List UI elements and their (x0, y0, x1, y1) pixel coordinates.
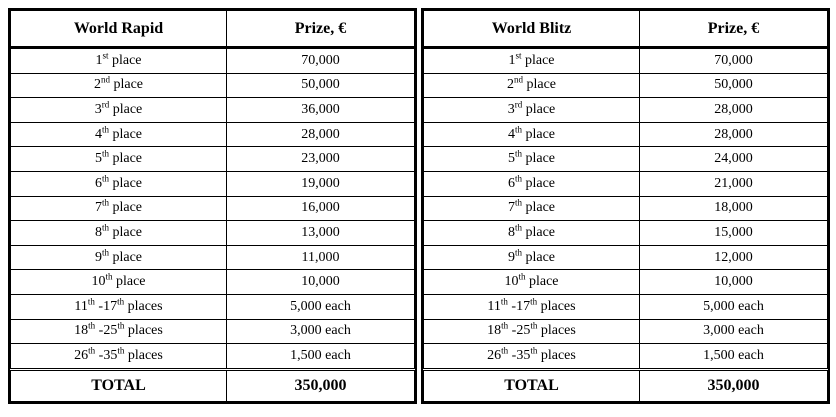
ordinal-suffix: th (105, 271, 113, 282)
place-text: 4 (507, 126, 515, 142)
rapid-prize-header: Prize, € (227, 11, 415, 48)
ordinal-suffix: nd (513, 74, 523, 85)
ordinal-suffix: rd (514, 99, 523, 110)
place-cell (424, 122, 640, 147)
ordinal-suffix: th (101, 222, 109, 233)
place-cell (11, 171, 227, 196)
place-text: place (521, 224, 556, 240)
place-cell (11, 319, 227, 344)
table-row (424, 245, 828, 270)
prize-cell: 23,000 (227, 147, 415, 172)
prize-cell: 5,000 each (227, 294, 415, 319)
place-cell (424, 73, 640, 98)
table-row (11, 294, 415, 319)
blitz-prize-header: Prize, € (640, 11, 828, 48)
prize-cell: 3,000 each (640, 319, 828, 344)
table-row (11, 221, 415, 246)
prize-cell: 50,000 (227, 73, 415, 98)
ordinal-suffix: th (518, 271, 526, 282)
table-row (11, 73, 415, 98)
table-row (11, 48, 415, 74)
place-text: place (521, 200, 556, 216)
place-text: 5 (507, 151, 515, 167)
place-cell (424, 270, 640, 295)
table-row (11, 147, 415, 172)
place-text: 6 (507, 175, 515, 191)
place-cell (11, 98, 227, 123)
place-text: 6 (94, 175, 102, 191)
ordinal-suffix: th (514, 173, 522, 184)
place-text: 18 (487, 323, 502, 339)
place-text: 18 (74, 323, 89, 339)
place-cell (424, 171, 640, 196)
rapid-total-label: TOTAL (11, 369, 227, 401)
prize-cell: 1,500 each (640, 344, 828, 370)
prize-cell: 13,000 (227, 221, 415, 246)
place-text: -17 (507, 298, 531, 314)
place-cell (424, 344, 640, 370)
place-text: place (109, 77, 144, 93)
place-cell (424, 294, 640, 319)
place-text: 9 (507, 249, 515, 265)
ordinal-suffix: th (501, 320, 509, 331)
ordinal-suffix: th (514, 246, 522, 257)
place-text: -35 (95, 347, 118, 363)
prize-cell: 11,000 (227, 245, 415, 270)
table-row (424, 344, 828, 370)
ordinal-suffix: th (101, 123, 109, 134)
place-text: places (537, 298, 576, 314)
place-text: 9 (94, 249, 102, 265)
table-row (11, 98, 415, 123)
place-text: places (124, 347, 163, 363)
ordinal-suffix: th (117, 296, 125, 307)
blitz-header-row (424, 11, 828, 48)
place-text: place (108, 52, 142, 68)
table-row (424, 147, 828, 172)
place-text: places (537, 347, 576, 363)
prize-cell: 21,000 (640, 171, 828, 196)
prize-cell: 3,000 each (227, 319, 415, 344)
blitz-total-value: 350,000 (640, 369, 828, 401)
blitz-prize-table (421, 8, 830, 404)
table-row (11, 196, 415, 221)
table-row (424, 319, 828, 344)
place-text: 7 (507, 200, 515, 216)
ordinal-suffix: th (101, 148, 109, 159)
place-text: place (108, 151, 143, 167)
place-text: 5 (94, 151, 102, 167)
place-text: places (124, 323, 163, 339)
prize-cell: 10,000 (640, 270, 828, 295)
place-text: place (108, 200, 143, 216)
place-text: place (522, 77, 557, 93)
table-row (11, 270, 415, 295)
place-text: place (521, 175, 556, 191)
rapid-event-header: World Rapid (11, 11, 227, 48)
place-text: place (525, 274, 559, 290)
place-cell (11, 221, 227, 246)
ordinal-suffix: th (101, 197, 109, 208)
place-text: 4 (94, 126, 102, 142)
table-row (424, 270, 828, 295)
place-cell (424, 196, 640, 221)
place-cell (11, 245, 227, 270)
table-row (424, 171, 828, 196)
place-text: 3 (507, 101, 515, 117)
place-text: 2 (93, 77, 101, 93)
ordinal-suffix: th (88, 345, 96, 356)
prize-cell: 10,000 (227, 270, 415, 295)
place-cell (11, 73, 227, 98)
place-cell (424, 221, 640, 246)
place-text: 2 (506, 77, 514, 93)
ordinal-suffix: th (101, 246, 109, 257)
table-row (11, 122, 415, 147)
place-cell (11, 294, 227, 319)
ordinal-suffix: th (514, 197, 522, 208)
table-row (11, 344, 415, 370)
prize-cell: 12,000 (640, 245, 828, 270)
prize-cell: 5,000 each (640, 294, 828, 319)
place-text: -25 (95, 323, 118, 339)
ordinal-suffix: th (88, 320, 96, 331)
ordinal-suffix: th (514, 222, 522, 233)
ordinal-suffix: th (101, 173, 109, 184)
ordinal-suffix: th (514, 148, 522, 159)
prize-cell: 15,000 (640, 221, 828, 246)
place-cell (424, 319, 640, 344)
table-row (424, 73, 828, 98)
rapid-table-body (11, 11, 415, 402)
place-text: 10 (504, 274, 519, 290)
place-text: 1 (508, 52, 516, 68)
place-text: place (109, 101, 143, 117)
place-text: 11 (487, 298, 501, 314)
place-text: 11 (74, 298, 88, 314)
ordinal-suffix: th (514, 123, 522, 134)
prize-cell: 70,000 (227, 48, 415, 74)
place-cell (11, 270, 227, 295)
place-text: -35 (508, 347, 531, 363)
table-row (11, 319, 415, 344)
prize-cell: 36,000 (227, 98, 415, 123)
blitz-table-body (424, 11, 828, 402)
ordinal-suffix: th (500, 296, 508, 307)
table-row (11, 171, 415, 196)
place-text: 1 (95, 52, 103, 68)
prize-cell: 70,000 (640, 48, 828, 74)
table-row (424, 98, 828, 123)
place-text: place (521, 151, 556, 167)
prize-cell: 1,500 each (227, 344, 415, 370)
rapid-header-row (11, 11, 415, 48)
ordinal-suffix: th (501, 345, 509, 356)
blitz-total-label: TOTAL (424, 369, 640, 401)
table-row (424, 196, 828, 221)
blitz-total-row (424, 369, 828, 401)
table-row (424, 294, 828, 319)
table-row (424, 221, 828, 246)
place-text: -17 (94, 298, 118, 314)
place-text: 7 (94, 200, 102, 216)
place-text: 10 (91, 274, 106, 290)
ordinal-suffix: th (530, 320, 538, 331)
prize-cell: 28,000 (640, 98, 828, 123)
place-text: -25 (508, 323, 531, 339)
ordinal-suffix: th (117, 345, 125, 356)
ordinal-suffix: th (530, 345, 538, 356)
ordinal-suffix: th (530, 296, 538, 307)
place-cell (424, 48, 640, 74)
rapid-prize-table (8, 8, 417, 404)
place-cell (11, 122, 227, 147)
place-text: place (521, 249, 556, 265)
place-text: place (108, 126, 143, 142)
blitz-event-header: World Blitz (424, 11, 640, 48)
prize-cell: 24,000 (640, 147, 828, 172)
place-text: place (521, 126, 556, 142)
place-text: places (537, 323, 576, 339)
prize-cell: 28,000 (640, 122, 828, 147)
place-cell (11, 48, 227, 74)
place-text: 26 (74, 347, 89, 363)
ordinal-suffix: th (87, 296, 95, 307)
place-cell (11, 344, 227, 370)
place-text: 8 (507, 224, 515, 240)
place-text: 3 (94, 101, 102, 117)
prize-cell: 50,000 (640, 73, 828, 98)
place-text: place (108, 249, 143, 265)
place-text: 8 (94, 224, 102, 240)
ordinal-suffix: st (515, 50, 522, 61)
prize-cell: 18,000 (640, 196, 828, 221)
place-text: places (124, 298, 163, 314)
place-cell (424, 147, 640, 172)
place-text: place (108, 224, 143, 240)
ordinal-suffix: rd (101, 99, 110, 110)
place-text: 26 (487, 347, 502, 363)
table-row (424, 48, 828, 74)
place-text: place (521, 52, 555, 68)
ordinal-suffix: nd (100, 74, 110, 85)
ordinal-suffix: st (102, 50, 109, 61)
place-cell (424, 98, 640, 123)
ordinal-suffix: th (117, 320, 125, 331)
place-text: place (108, 175, 143, 191)
rapid-total-row (11, 369, 415, 401)
prize-cell: 28,000 (227, 122, 415, 147)
rapid-total-value: 350,000 (227, 369, 415, 401)
table-row (424, 122, 828, 147)
place-cell (424, 245, 640, 270)
place-text: place (522, 101, 556, 117)
place-cell (11, 147, 227, 172)
prize-cell: 16,000 (227, 196, 415, 221)
prize-cell: 19,000 (227, 171, 415, 196)
place-cell (11, 196, 227, 221)
place-text: place (112, 274, 146, 290)
table-row (11, 245, 415, 270)
